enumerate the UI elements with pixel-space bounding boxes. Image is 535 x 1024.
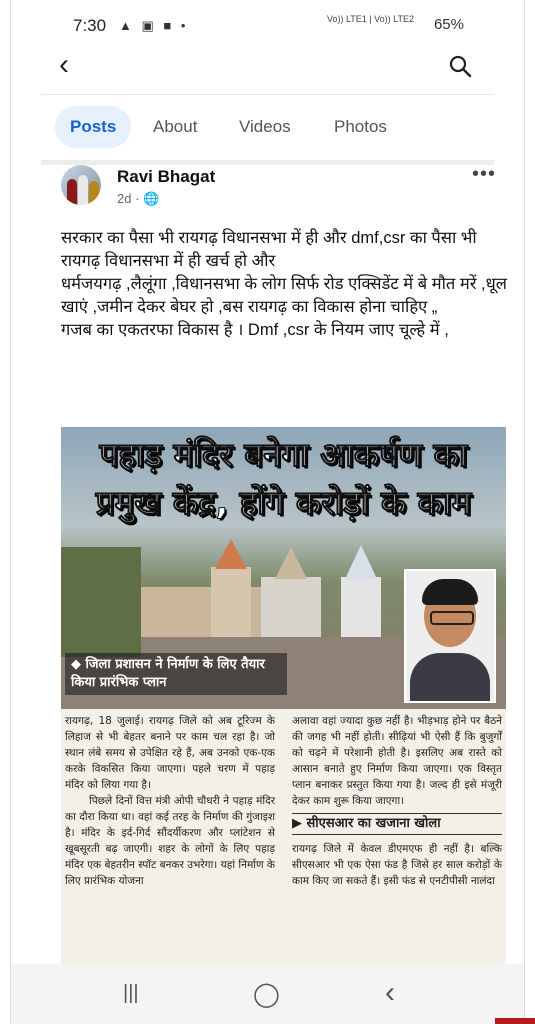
tab-about[interactable]: About bbox=[153, 117, 198, 136]
battery-level: 65% bbox=[433, 16, 464, 33]
search-icon[interactable] bbox=[448, 54, 472, 78]
post-author[interactable]: Ravi Bhagat bbox=[117, 167, 216, 186]
news-paragraph: रायगढ़ जिले में केवल डीएमएफ ही नहीं है। बल्कि सीएसआर भी एक ऐसा फंड है जिसे हर साल करोड़ों के काम किए जा सकते हैं। इसी फंड से एनटीपीसी नालंदा bbox=[292, 843, 502, 887]
temple-spire bbox=[275, 547, 307, 579]
network-indicator: Vo)) LTE1 | Vo)) LTE2 bbox=[326, 14, 414, 24]
more-options-icon[interactable]: ••• bbox=[471, 163, 496, 185]
news-photo bbox=[61, 427, 506, 709]
avatar[interactable] bbox=[61, 165, 101, 205]
minister-portrait bbox=[404, 569, 496, 703]
notification-icons: ▲ ▣ ■ • bbox=[119, 18, 189, 33]
app-frame bbox=[10, 0, 525, 1024]
post-timestamp: 2d · 🌐 bbox=[117, 191, 160, 206]
home-button[interactable]: ◯ bbox=[253, 981, 280, 1008]
post-text: सरकार का पैसा भी रायगढ़ विधानसभा में ही और dmf,csr का पैसा भी रायगढ़ विधानसभा में ही खर्च हो और धर्मजयगढ़ ,लैलूंगा ,विधानसभा के लोग सिर्फ रोड एक्सिडेंट में बे मौत मरें ,धूल खाएं ,जमीन देकर बेघर हो ,बस रायगढ़ का विकास होना चाहिए „ गजब का एकतरफा विकास है । Dmf ,csr के नियम जाए चूल्हे में , bbox=[61, 229, 507, 339]
avatar-figure bbox=[78, 175, 88, 205]
portrait-shirt bbox=[410, 653, 490, 703]
news-headline-1: पहाड़ मंदिर बनेगा आकर्षण का bbox=[99, 435, 468, 474]
back-arrow-icon[interactable]: ‹ bbox=[59, 48, 69, 81]
temple-tower bbox=[211, 567, 251, 647]
portrait-hair bbox=[422, 579, 478, 605]
recent-apps-button[interactable]: ||| bbox=[123, 982, 139, 1004]
news-headline-2: प्रमुख केंद्र, होंगे करोड़ों के काम bbox=[95, 483, 472, 522]
news-subheading: ▶ सीएसआर का खजाना खोला bbox=[292, 813, 502, 835]
news-paragraph: अलावा वहां ज्यादा कुछ नहीं है। भीड़भाड़ होने पर बैठने की जगह भी नहीं होती। सीढ़ियां भी ऐसी हैं कि बुजुर्गों को चढ़ने में परेशानी होती है। इसलिए अब रास्ते को आसान बनाते हुए निर्माण किया जाएगा। एक विस्तृत प्लान बनाकर प्रस्तुत किया गया है। जल्द ही इसे मंजूरी देकर काम शुरू किया जाएगा। bbox=[292, 715, 502, 807]
news-column-right bbox=[292, 713, 502, 889]
news-column-left bbox=[65, 713, 275, 889]
portrait-glasses bbox=[430, 611, 474, 625]
edge-accent bbox=[495, 1018, 535, 1024]
news-paragraph: रायगढ़, 18 जुलाई। रायगढ़ जिले को अब टूरिज्म के लिहाज से भी बेहतर बनाने पर काम चल रहा है। जो स्थान लंबे समय से उपेक्षित रहे हैं, अब उनको एक-एक करके विकसित किया जाएगा। पहले चरण में पहाड़ मंदिर को लिया गया है। bbox=[65, 715, 275, 791]
status-bar bbox=[11, 0, 524, 52]
trees bbox=[61, 547, 141, 657]
system-navigation-bar bbox=[11, 964, 524, 1024]
news-paragraph: पिछले दिनों वित्त मंत्री ओपी चौधरी ने पहाड़ मंदिर का दौरा किया था। वहां कई तरह के निर्माण की गुंजाइश है। मंदिर के इर्द-गिर्द सौंदर्यीकरण और प्लांटेशन से खूबसूरती बढ़ जाएगी। शहर के लोगों के लिए पहाड़ मंदिर एक बेहतरीन स्पॉट बनकर उभरेगा। यहां निर्माण के लिए प्रारंभिक योजना bbox=[65, 795, 275, 887]
tab-posts[interactable]: Posts bbox=[55, 106, 131, 148]
section-separator bbox=[41, 160, 494, 165]
tab-videos[interactable]: Videos bbox=[239, 117, 291, 136]
app-bar bbox=[11, 48, 524, 82]
temple-spire bbox=[345, 545, 377, 579]
status-time: 7:30 bbox=[73, 16, 107, 35]
avatar-figure bbox=[89, 181, 99, 205]
news-clipping-image[interactable] bbox=[61, 427, 506, 987]
header-divider bbox=[41, 94, 494, 95]
temple-spire bbox=[215, 539, 247, 569]
tab-photos[interactable]: Photos bbox=[334, 117, 387, 136]
avatar-figure bbox=[67, 179, 77, 205]
system-back-button[interactable]: ‹ bbox=[385, 976, 395, 1009]
news-photo-caption: ◆ जिला प्रशासन ने निर्माण के लिए तैयार किया प्रारंभिक प्लान bbox=[65, 653, 287, 695]
